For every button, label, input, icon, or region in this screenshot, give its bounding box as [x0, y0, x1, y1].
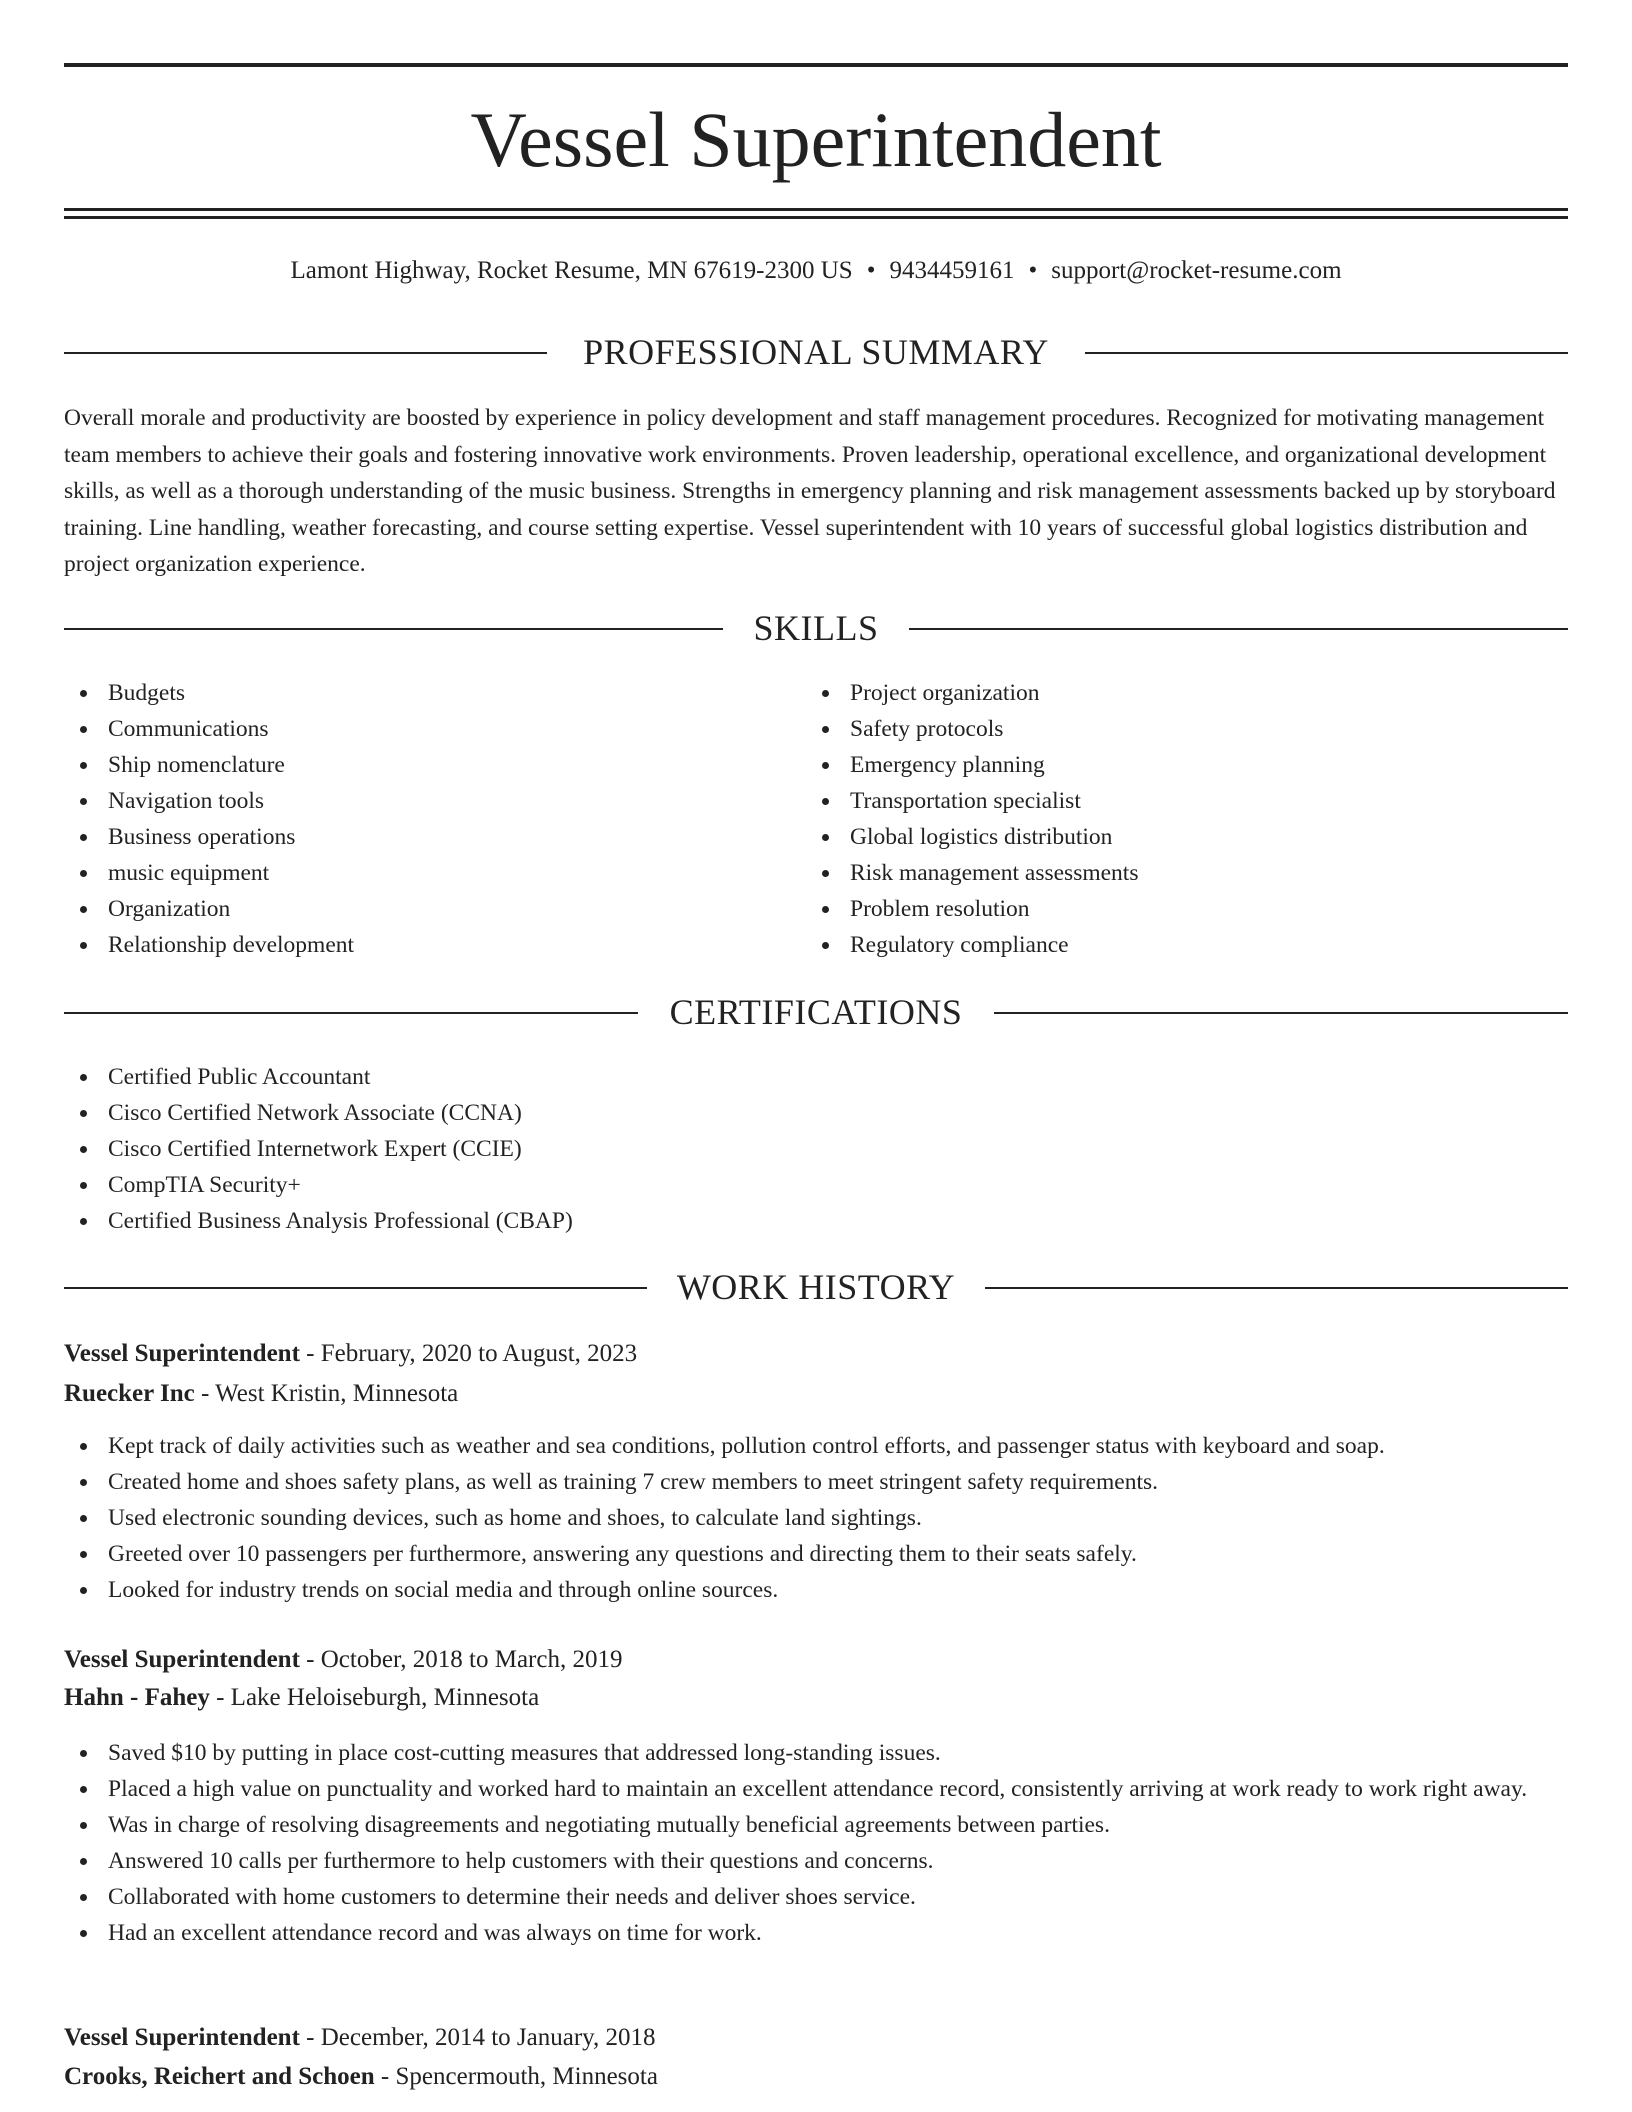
- certification-item: CompTIA Security+: [64, 1167, 573, 1203]
- job-bullet: Answered 10 calls per furthermore to help customers with their questions and concerns.: [64, 1843, 1568, 1879]
- contact-address: Lamont Highway, Rocket Resume, MN 67619-2300 US: [290, 257, 853, 284]
- job-location: - Lake Heloiseburgh, Minnesota: [216, 1684, 540, 1711]
- skill-item: Ship nomenclature: [64, 747, 764, 783]
- contact-separator: •: [866, 257, 876, 284]
- job-location: - West Kristin, Minnesota: [201, 1380, 459, 1407]
- job-company: Ruecker Inc: [64, 1380, 195, 1407]
- job-bullet: Had an excellent attendance record and was always on time for work.: [64, 1915, 1568, 1951]
- certifications-list: [64, 1059, 573, 1239]
- skills-column-left: [64, 675, 764, 963]
- heading-rule-right: [985, 1287, 1568, 1289]
- job-title: Vessel Superintendent: [64, 1646, 300, 1673]
- skills-column-right: [806, 675, 1506, 963]
- skill-item: Budgets: [64, 675, 764, 711]
- job-title-line: [64, 1641, 622, 1679]
- job-location: - Spencermouth, Minnesota: [380, 2063, 658, 2090]
- job-dates: - February, 2020 to August, 2023: [306, 1340, 638, 1367]
- skills-list-right: [806, 675, 1506, 963]
- job-company-line: [64, 1375, 458, 1413]
- job-dates: - October, 2018 to March, 2019: [306, 1646, 623, 1673]
- job-title-line: [64, 2019, 656, 2057]
- section-heading-skills: [64, 603, 1568, 653]
- skill-item: Risk management assessments: [806, 855, 1506, 891]
- job-title-line: [64, 1335, 637, 1373]
- job-bullet: Was in charge of resolving disagreements and negotiating mutually beneficial agreements between parties.: [64, 1807, 1568, 1843]
- certification-item: Cisco Certified Internetwork Expert (CCIE): [64, 1131, 573, 1167]
- section-title: SKILLS: [753, 608, 879, 648]
- job-title: Vessel Superintendent: [64, 1340, 300, 1367]
- job-responsibilities: [64, 1428, 1568, 1608]
- skill-item: Emergency planning: [806, 747, 1506, 783]
- job-company-line: [64, 1679, 539, 1717]
- certification-item: Certified Business Analysis Professional (CBAP): [64, 1203, 573, 1239]
- job-bullet: Greeted over 10 passengers per furthermore, answering any questions and directing them to their seats safely.: [64, 1536, 1568, 1572]
- job-bullet: Saved $10 by putting in place cost-cutting measures that addressed long-standing issues.: [64, 1735, 1568, 1771]
- skill-item: Communications: [64, 711, 764, 747]
- heading-rule-right: [1085, 352, 1568, 354]
- job-bullet: Kept track of daily activities such as weather and sea conditions, pollution control efforts, and passenger status with keyboard and soap.: [64, 1428, 1568, 1464]
- job-bullet: Collaborated with home customers to determine their needs and deliver shoes service.: [64, 1879, 1568, 1915]
- skill-item: Business operations: [64, 819, 764, 855]
- section-heading-certifications: [64, 987, 1568, 1037]
- certifications-block: [64, 1059, 573, 1239]
- certification-item: Cisco Certified Network Associate (CCNA): [64, 1095, 573, 1131]
- summary-text: Overall morale and productivity are boosted by experience in policy development and staff management procedures. Recognized for motivating management team members to achieve their goals and fostering innovative work environments. Proven leadership, operational excellence, and organizational development skills, as well as a thorough understanding of the music business. Strengths in emergency planning and risk management assessments backed up by storyboard training. Line handling, weather forecasting, and course setting expertise. Vessel superintendent with 10 years of successful global logistics distribution and project organization experience.: [64, 405, 1556, 577]
- section-title: CERTIFICATIONS: [669, 992, 963, 1032]
- contact-phone: 9434459161: [889, 257, 1015, 284]
- skill-item: Relationship development: [64, 927, 764, 963]
- heading-rule-right: [994, 1012, 1568, 1014]
- skill-item: music equipment: [64, 855, 764, 891]
- contact-line: [0, 253, 1632, 289]
- skill-item: Problem resolution: [806, 891, 1506, 927]
- job-bullet-list: [64, 1428, 1568, 1608]
- job-dates: - December, 2014 to January, 2018: [306, 2024, 656, 2051]
- skill-item: Navigation tools: [64, 783, 764, 819]
- job-bullet-list: [64, 1735, 1568, 1951]
- job-company: Hahn - Fahey: [64, 1684, 210, 1711]
- skill-item: Safety protocols: [806, 711, 1506, 747]
- job-title: Vessel Superintendent: [64, 2024, 300, 2051]
- job-responsibilities: [64, 1735, 1568, 1951]
- job-company: Crooks, Reichert and Schoen: [64, 2063, 375, 2090]
- section-title: WORK HISTORY: [676, 1267, 956, 1307]
- skill-item: Transportation specialist: [806, 783, 1506, 819]
- job-bullet: Placed a high value on punctuality and worked hard to maintain an excellent attendance record, consistently arriving at work ready to work right away.: [64, 1771, 1568, 1807]
- skill-item: Organization: [64, 891, 764, 927]
- job-bullet: Created home and shoes safety plans, as well as training 7 crew members to meet stringent safety requirements.: [64, 1464, 1568, 1500]
- section-title: PROFESSIONAL SUMMARY: [583, 332, 1049, 372]
- job-bullet: Used electronic sounding devices, such as home and shoes, to calculate land sightings.: [64, 1500, 1568, 1536]
- candidate-name: Vessel Superintendent: [470, 96, 1162, 183]
- skills-list-left: [64, 675, 764, 963]
- job-bullet: Looked for industry trends on social media and through online sources.: [64, 1572, 1568, 1608]
- section-heading-work-history: [64, 1262, 1568, 1312]
- skill-item: Project organization: [806, 675, 1506, 711]
- skill-item: Global logistics distribution: [806, 819, 1506, 855]
- skill-item: Regulatory compliance: [806, 927, 1506, 963]
- contact-email: support@rocket-resume.com: [1051, 257, 1342, 284]
- job-company-line: [64, 2058, 658, 2096]
- top-divider: [64, 63, 1568, 67]
- section-heading-summary: [64, 327, 1568, 377]
- certification-item: Certified Public Accountant: [64, 1059, 573, 1095]
- contact-separator: •: [1028, 257, 1038, 284]
- header-double-divider: [64, 208, 1568, 219]
- heading-rule-right: [909, 628, 1568, 630]
